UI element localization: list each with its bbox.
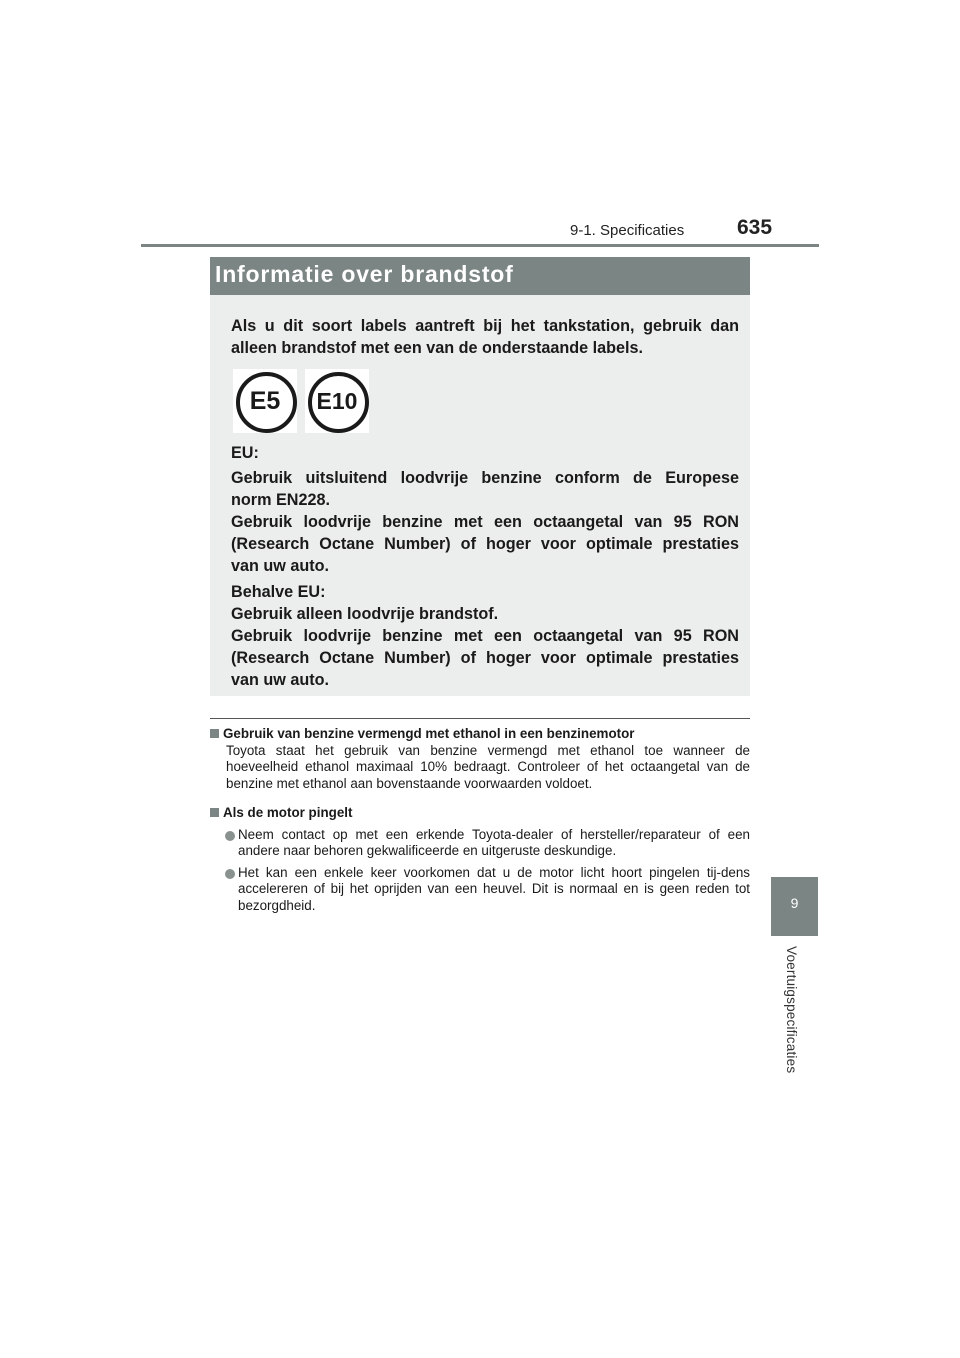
header-divider <box>141 244 819 247</box>
chapter-tab <box>771 877 818 936</box>
note-ethanol <box>210 726 750 792</box>
page-number: 635 <box>737 216 773 239</box>
intro-line: Als u dit soort labels aantreft bij het tankstation, gebruik dan <box>231 317 739 335</box>
chapter-number: 9 <box>790 895 799 911</box>
eu-line: norm EN228. <box>231 491 330 509</box>
eu-line: Gebruik uitsluitend loodvrije benzine conform de Europese <box>231 469 739 487</box>
non-eu-line: Gebruik loodvrije benzine met een octaangetal van 95 RON <box>231 627 739 645</box>
eu-line: Gebruik loodvrije benzine met een octaangetal van 95 RON <box>231 513 739 531</box>
eu-line: van uw auto. <box>231 557 330 575</box>
note-bullet-text: Het kan een enkele keer voorkomen dat u de motor licht hoort pingelen tij-dens accelereren of bij het oprijden van een heuvel. Dit is normaal en is geen reden tot bezorgdheid. <box>238 864 750 913</box>
square-bullet-icon <box>210 729 219 738</box>
fuel-label-e5 <box>233 369 297 433</box>
note-heading-text: Als de motor pingelt <box>223 805 353 820</box>
intro-paragraph <box>231 315 739 359</box>
square-bullet-icon <box>210 808 219 817</box>
intro-line: alleen brandstof met een van de onderstaande labels. <box>231 339 644 357</box>
note-heading <box>210 805 750 822</box>
non-eu-line: van uw auto. <box>231 671 330 689</box>
fuel-info-box <box>210 295 750 696</box>
circle-bullet-icon <box>225 831 235 841</box>
chapter-label: Voertuigspecificaties <box>784 946 799 1074</box>
page-header <box>0 212 960 248</box>
section-heading: Informatie over brandstof <box>215 261 514 287</box>
non-eu-heading: Behalve EU: <box>231 583 326 601</box>
section-title: 9-1. Specificaties <box>570 222 685 239</box>
non-eu-paragraph <box>231 581 739 691</box>
eu-line: (Research Octane Number) of hoger voor optimale prestaties <box>231 535 739 553</box>
fuel-label-e10 <box>305 369 369 433</box>
note-heading <box>210 726 750 743</box>
note-knocking <box>210 805 750 914</box>
non-eu-line: (Research Octane Number) of hoger voor optimale prestaties <box>231 649 739 667</box>
note-body: Toyota staat het gebruik van benzine vermengd met ethanol toe wanneer de hoeveelheid ethanol maximaal 10% bedraagt. Controleer of het octaangetal van de benzine met ethanol aan bovenstaande voorwaarden voldoet. <box>226 742 750 791</box>
eu-paragraph <box>231 467 739 577</box>
circle-bullet-icon <box>225 869 235 879</box>
notes-divider <box>210 718 750 719</box>
eu-heading: EU: <box>231 444 259 462</box>
note-bullet <box>210 865 750 915</box>
note-bullet <box>210 827 750 860</box>
note-bullet-text: Neem contact op met een erkende Toyota-dealer of hersteller/reparateur of een andere naar behoren gekwalificeerde en uitgeruste deskundige. <box>238 826 750 858</box>
section-heading-bar <box>210 257 750 295</box>
label-code: E10 <box>316 388 358 414</box>
label-code: E5 <box>249 387 281 415</box>
note-heading-text: Gebruik van benzine vermengd met ethanol in een benzinemotor <box>223 726 635 741</box>
non-eu-line: Gebruik alleen loodvrije brandstof. <box>231 605 499 623</box>
